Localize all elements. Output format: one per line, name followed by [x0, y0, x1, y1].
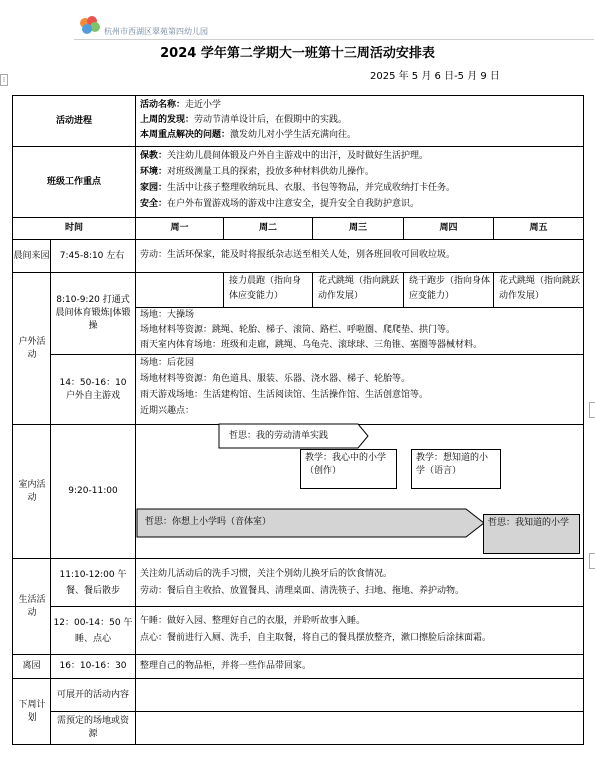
col-header-mon: 周一: [170, 223, 189, 233]
arrival-label: 晨间来园: [13, 250, 50, 261]
tue-exercise: 接力晨跑（指向身体应变能力）: [229, 276, 302, 301]
morning-venue-line: 场地：大操场: [140, 310, 195, 320]
header-divider: [74, 39, 594, 40]
col-header-wed: 周三: [348, 223, 367, 233]
next-week-label: 下周计划: [18, 699, 46, 723]
life-label: 生活活动: [18, 594, 46, 618]
morning-exercise-time: 8:10-9:20 打通式晨间体育锻炼|体锻操: [55, 295, 131, 331]
schedule-table: [12, 95, 584, 745]
next-week-resources: 需预定的场地或资源: [57, 716, 130, 739]
page-edge-marker: [589, 553, 595, 569]
afternoon-rain-line: 雨天游戏场地：生活建构馆、生活阅读馆、生活操作馆、生活创意馆等。: [140, 390, 429, 400]
indoor-time: 9:20-11:00: [68, 486, 118, 496]
focus-safety-line: 安全：在户外布置游戏场的游戏中注意安全，提升安全自我防护意识。: [140, 199, 420, 209]
outdoor-label: 户外活动: [18, 336, 46, 360]
page-title: 2024 学年第二学期大一班第十三周活动安排表: [160, 46, 435, 61]
focus-care-line: 保教：关注幼儿晨间体锻及户外自主游戏中的出汗，及时做好生活护理。: [140, 151, 429, 161]
afternoon-materials-line: 场地材料等资源：角色道具、服装、乐器、浇水器、梯子、轮胎等。: [140, 374, 411, 384]
indoor-box-create: 教学：我心中的小学（创作）: [300, 449, 397, 489]
col-header-tue: 周二: [258, 223, 277, 233]
morning-rain-line: 雨天室内体育场地：班级和走廊，跳绳、乌龟壳、滚球球、三角锥、塞圈等器械材料。: [140, 340, 483, 350]
page-edge-marker: ⁞: [0, 74, 8, 86]
col-header-thu: 周四: [439, 223, 458, 233]
fri-exercise: 花式跳绳（指向跳跃动作发展）: [499, 276, 581, 301]
date-range: 2025 年 5 月 6 日-5 月 9 日: [370, 71, 500, 82]
snack-line: 点心：餐前进行入厕、洗手，自主取餐，将自己的餐具摆放整齐，漱口擦脸后涂抹面霜。: [140, 633, 492, 643]
departure-task: 整理自己的物品柜，并将一些作品带回家。: [140, 661, 312, 671]
page-edge-marker: [589, 402, 595, 418]
indoor-label: 室内活动: [18, 479, 46, 503]
last-week-finding-line: 上周的发现：劳动节清单设计后，在假期中的实践。: [140, 115, 348, 125]
col-header-time: 时间: [64, 223, 83, 233]
key-problem-line: 本周重点解决的问题：激发幼儿对小学生活充满向往。: [140, 130, 357, 140]
school-logo-icon: [78, 15, 102, 35]
afternoon-play-time: 14：50-16：10 户外自主游戏: [59, 377, 127, 401]
col-header-fri: 周五: [529, 223, 548, 233]
nap-line: 午睡：做好入园、整理好自己的衣服，并聆听故事入睡。: [140, 616, 366, 626]
afternoon-venue-line: 场地：后花园: [140, 358, 195, 368]
focus-home-line: 家园：生活中让孩子整理收纳玩具、衣服、书包等物品，并完成收纳打卡任务。: [140, 183, 456, 193]
afternoon-interest-line: 近期兴趣点：: [140, 406, 195, 416]
class-focus-label: 班级工作重点: [46, 176, 101, 187]
focus-environment-line: 环境：对班级测量工具的探索，投放多种材料供幼儿操作。: [140, 167, 375, 177]
departure-label: 离园: [22, 661, 41, 671]
next-week-activities: 可展开的活动内容: [57, 689, 130, 700]
activity-name-line: 活动名称：走近小学: [140, 100, 222, 110]
activity-process-label: 活动进程: [55, 115, 92, 126]
indoor-arrow-school: 哲思：你想上小学吗（音体室）: [145, 517, 272, 527]
departure-time: 16：10-16：30: [59, 661, 127, 671]
indoor-arrow-labor: 哲思：我的劳动清单实践: [229, 431, 329, 441]
school-name: 杭州市西湖区翠苑第四幼儿园: [104, 27, 208, 36]
indoor-box-language: 教学：想知道的小学（语言）: [411, 449, 501, 489]
arrival-task: 劳动：生活环保家，能及时将报纸杂志送至相关人处，别各班回收可回收垃圾。: [140, 250, 456, 260]
lunch-note-line: 关注幼儿活动后的洗手习惯，关注个别幼儿换牙后的饮食情况。: [140, 569, 393, 579]
wed-exercise: 花式跳绳（指向跳跃动作发展）: [318, 276, 400, 301]
nap-time: 12：00-14：50 午睡、点心: [53, 617, 133, 644]
morning-materials-line: 场地材料等资源：跳绳、轮胎、梯子、滚筒、路栏、呼啦圈、爬爬垫、拱门等。: [140, 325, 456, 335]
lunch-labor-line: 劳动：餐后自主收拾、放置餐具、清理桌面、清洗筷子、扫地、拖地、养护动物。: [140, 586, 465, 596]
thu-exercise: 绕干跑步（指向身体应变能力）: [409, 276, 491, 301]
arrival-time: 7:45-8:10 左右: [59, 250, 125, 261]
indoor-box-know: 哲思：我知道的小学: [483, 514, 580, 554]
lunch-time: 11:10-12:00 午餐、餐后散步: [59, 569, 127, 596]
